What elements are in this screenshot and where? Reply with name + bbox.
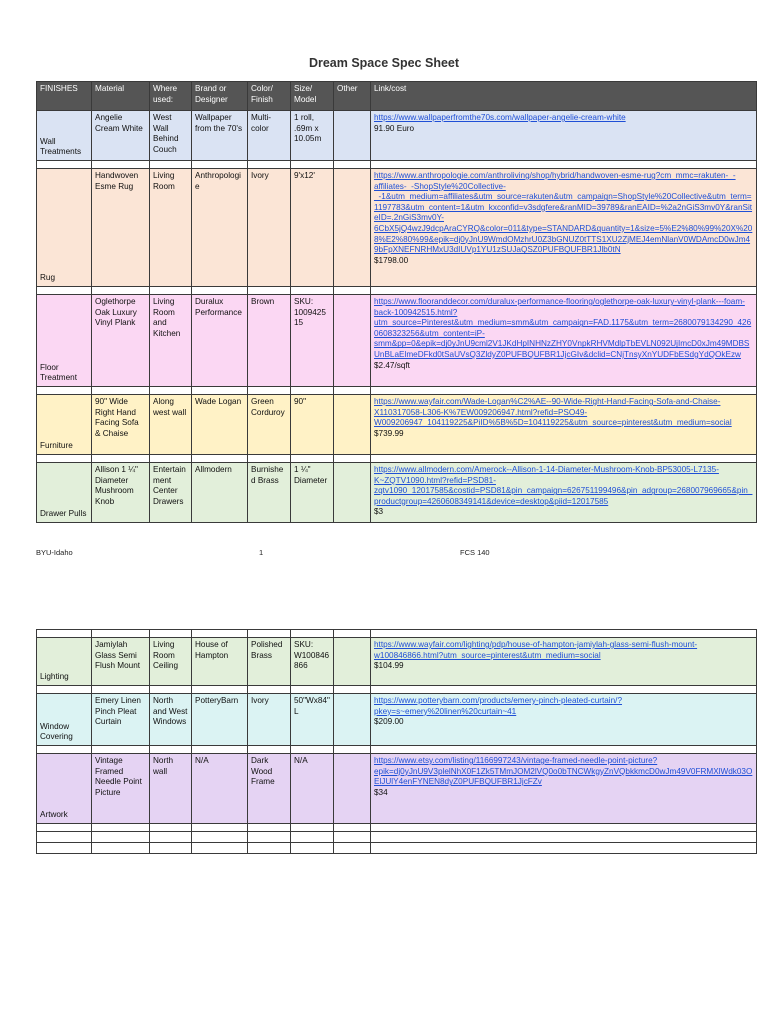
size-model-cell: SKU: W100846866 bbox=[291, 638, 334, 686]
material-cell: Allison 1 ¼" Diameter Mushroom Knob bbox=[92, 463, 150, 523]
cost-value: $739.99 bbox=[374, 428, 404, 438]
empty-cell bbox=[291, 630, 334, 638]
other-cell bbox=[334, 694, 371, 746]
empty-cell bbox=[150, 287, 192, 295]
cost-value: 91.90 Euro bbox=[374, 123, 415, 133]
empty-cell bbox=[150, 824, 192, 832]
table-row bbox=[37, 463, 757, 523]
category-cell: Wall Treatments bbox=[37, 111, 92, 161]
brand-cell: House of Hampton bbox=[192, 638, 248, 686]
table-row bbox=[37, 395, 757, 455]
table-row bbox=[37, 754, 757, 824]
where-used-cell: Living Room and Kitchen bbox=[150, 295, 192, 387]
product-link[interactable]: https://www.flooranddecor.com/duralux-performance-flooring/oglethorpe-oak-luxury-vinyl-plank---foam-back-100942515.html?utm_source=Pinterest&utm_medium=smm&utm_campaign=FAD.1175&utm_term=2680079134290_4260608323256&utm_content=iP-smm&pp=0&epik=dj0yJnU9cml2V1JKdHpINHNzZHY0VnpkRHVMdlpTbEVLN092UjImcD0xJm49MDBSUnBLaElmeDFkd0tSaUVsQ3ZldyZ0PUFBQUFBR1JjcGIv&dclid=CNjTnsyXnYUDFbESdgYdQOkEzw bbox=[374, 297, 752, 359]
brand-cell: Wallpaper from the 70's bbox=[192, 111, 248, 161]
spacer-row bbox=[37, 746, 757, 754]
where-used-cell: West Wall Behind Couch bbox=[150, 111, 192, 161]
cost-value: $209.00 bbox=[374, 717, 404, 727]
empty-cell bbox=[248, 843, 291, 854]
header-other: Other bbox=[334, 82, 371, 111]
brand-cell: Duralux Performance bbox=[192, 295, 248, 387]
empty-cell bbox=[92, 824, 150, 832]
empty-cell bbox=[291, 832, 334, 843]
empty-cell bbox=[150, 630, 192, 638]
empty-cell bbox=[248, 630, 291, 638]
cost-value: $3 bbox=[374, 507, 384, 517]
empty-cell bbox=[150, 686, 192, 694]
empty-cell bbox=[334, 287, 371, 295]
empty-cell bbox=[92, 455, 150, 463]
where-used-cell: Entertainment Center Drawers bbox=[150, 463, 192, 523]
header-color: Color/ Finish bbox=[248, 82, 291, 111]
empty-cell bbox=[371, 832, 757, 843]
empty-cell bbox=[334, 387, 371, 395]
empty-cell bbox=[334, 843, 371, 854]
empty-cell bbox=[192, 746, 248, 754]
empty-cell bbox=[37, 630, 92, 638]
empty-cell bbox=[291, 824, 334, 832]
empty-cell bbox=[150, 843, 192, 854]
color-finish-cell: Polished Brass bbox=[248, 638, 291, 686]
empty-cell bbox=[192, 455, 248, 463]
table-row bbox=[37, 694, 757, 746]
product-link[interactable]: https://www.wayfair.com/Wade-Logan%C2%AE--90-Wide-Right-Hand-Facing-Sofa-and-Chaise-X110317058-L306-K%7EW009206947.html?refid=PSO49-W009206947_104119225&PiID%5B%5D=104119225&utm_source=pinterest&utm_medium=social bbox=[374, 397, 732, 428]
link-cost-cell bbox=[371, 694, 757, 746]
empty-cell bbox=[334, 455, 371, 463]
empty-cell bbox=[92, 832, 150, 843]
category-cell: Artwork bbox=[37, 754, 92, 824]
spec-table-page-2 bbox=[36, 629, 757, 854]
empty-cell bbox=[248, 686, 291, 694]
cost-value: $1798.00 bbox=[374, 255, 409, 265]
empty-cell bbox=[291, 843, 334, 854]
material-cell: Vintage Framed Needle Point Picture bbox=[92, 754, 150, 824]
empty-cell bbox=[192, 630, 248, 638]
empty-cell bbox=[371, 287, 757, 295]
empty-cell bbox=[37, 824, 92, 832]
brand-cell: Wade Logan bbox=[192, 395, 248, 455]
footer-right: FCS 140 bbox=[460, 548, 490, 557]
other-cell bbox=[334, 754, 371, 824]
empty-cell bbox=[371, 161, 757, 169]
empty-cell bbox=[291, 161, 334, 169]
empty-cell bbox=[92, 686, 150, 694]
material-cell: 90" Wide Right Hand Facing Sofa & Chaise bbox=[92, 395, 150, 455]
empty-cell bbox=[150, 746, 192, 754]
empty-cell bbox=[37, 455, 92, 463]
empty-cell bbox=[371, 387, 757, 395]
header-where-used: Where used: bbox=[150, 82, 192, 111]
other-cell bbox=[334, 111, 371, 161]
where-used-cell: Living Room bbox=[150, 169, 192, 287]
other-cell bbox=[334, 638, 371, 686]
empty-cell bbox=[291, 287, 334, 295]
empty-cell bbox=[37, 287, 92, 295]
other-cell bbox=[334, 395, 371, 455]
empty-cell bbox=[371, 843, 757, 854]
link-cost-cell bbox=[371, 754, 757, 824]
brand-cell: N/A bbox=[192, 754, 248, 824]
empty-cell bbox=[150, 455, 192, 463]
where-used-cell: Along west wall bbox=[150, 395, 192, 455]
footer-page-number: 1 bbox=[259, 548, 264, 557]
empty-cell bbox=[371, 824, 757, 832]
spacer-row bbox=[37, 455, 757, 463]
empty-cell bbox=[37, 387, 92, 395]
link-cost-cell bbox=[371, 463, 757, 523]
empty-cell bbox=[291, 455, 334, 463]
link-cost-cell bbox=[371, 169, 757, 287]
cost-value: $2.47/sqft bbox=[374, 360, 410, 370]
product-link[interactable]: https://www.anthropologie.com/anthroliving/shop/hybrid/handwoven-esme-rug?cm_mmc=rakuten-_-affiliates-_-ShopStyle%20Collective-_-1&utm_medium=affiliates&utm_source=rakuten&utm_campaign=ShopStyle%20Collective&utm_term=1197783&utm_content=1&utm_kxconfid=v3sdgfere&ranMID=39789&ranEAID=%2a2nGiS3mv0Y&ranSiteID=.2nGiS3mv0Y-6CbX5jQ4wzJ9dcpAraCYRQ&color=011&type=STANDARD&quantity=1&size=5%E2%80%99%20X%208%E2%80%99&epik=dj0yJnU9WmdOMzhrU0Z3bGNUZ0tTTS1XU2ZjMEJ4emNlanV0WDAmcD0wJm49bFpXNEFNRHMxU3dIUVp1YU1zSUJaQSZ0PUFBQUFBR1Jlb0tN bbox=[374, 171, 753, 255]
footer-left: BYU-Idaho bbox=[36, 548, 73, 557]
empty-cell bbox=[92, 387, 150, 395]
empty-cell bbox=[334, 161, 371, 169]
product-link[interactable]: https://www.wallpaperfromthe70s.com/wallpaper-angelie-cream-white bbox=[374, 113, 626, 122]
empty-cell bbox=[291, 746, 334, 754]
header-link-cost: Link/cost bbox=[371, 82, 757, 111]
size-model-cell: 1 ¼" Diameter bbox=[291, 463, 334, 523]
other-cell bbox=[334, 169, 371, 287]
link-cost-cell bbox=[371, 295, 757, 387]
page-title: Dream Space Spec Sheet bbox=[308, 56, 460, 70]
cost-value: $104.99 bbox=[374, 661, 404, 671]
empty-cell bbox=[248, 387, 291, 395]
empty-cell bbox=[37, 832, 92, 843]
category-cell: Floor Treatment bbox=[37, 295, 92, 387]
empty-cell bbox=[92, 287, 150, 295]
empty-cell bbox=[371, 746, 757, 754]
color-finish-cell: Brown bbox=[248, 295, 291, 387]
header-size: Size/ Model bbox=[291, 82, 334, 111]
spacer-row bbox=[37, 161, 757, 169]
empty-cell bbox=[37, 843, 92, 854]
size-model-cell: N/A bbox=[291, 754, 334, 824]
product-link[interactable]: https://www.etsy.com/listing/1166997243/vintage-framed-needle-point-picture?epik=dj0yJnU9V3plelNhX0F1Zk5TMmJOM2lVQ0o0bTNCWkgyZnVQbkkmcD0wJm49V0FRMXlWdk03OElJUlY4enFYNEN8dyZ0PUFBQUFBR1JjcFZv bbox=[374, 756, 753, 787]
material-cell: Oglethorpe Oak Luxury Vinyl Plank bbox=[92, 295, 150, 387]
empty-cell bbox=[248, 824, 291, 832]
product-link[interactable]: https://www.wayfair.com/lighting/pdp/house-of-hampton-jamiylah-glass-semi-flush-mount-w100846866.html?utm_source=pinterest&utm_medium=social bbox=[374, 640, 698, 660]
color-finish-cell: Burnished Brass bbox=[248, 463, 291, 523]
empty-cell bbox=[92, 746, 150, 754]
header-material: Material bbox=[92, 82, 150, 111]
empty-cell bbox=[37, 746, 92, 754]
color-finish-cell: Dark Wood Frame bbox=[248, 754, 291, 824]
other-cell bbox=[334, 463, 371, 523]
size-model-cell: 50"Wx84"L bbox=[291, 694, 334, 746]
empty-cell bbox=[334, 686, 371, 694]
material-cell: Angelie Cream White bbox=[92, 111, 150, 161]
empty-row bbox=[37, 832, 757, 843]
category-cell: Rug bbox=[37, 169, 92, 287]
empty-cell bbox=[192, 387, 248, 395]
empty-cell bbox=[192, 832, 248, 843]
table-row bbox=[37, 169, 757, 287]
empty-cell bbox=[192, 161, 248, 169]
where-used-cell: Living Room Ceiling bbox=[150, 638, 192, 686]
header-finishes: FINISHES bbox=[37, 82, 92, 111]
color-finish-cell: Multi-color bbox=[248, 111, 291, 161]
brand-cell: Allmodern bbox=[192, 463, 248, 523]
empty-cell bbox=[334, 630, 371, 638]
material-cell: Emery Linen Pinch Pleat Curtain bbox=[92, 694, 150, 746]
empty-cell bbox=[334, 824, 371, 832]
table-row bbox=[37, 295, 757, 387]
empty-cell bbox=[248, 455, 291, 463]
empty-cell bbox=[371, 455, 757, 463]
empty-cell bbox=[37, 161, 92, 169]
link-cost-cell bbox=[371, 395, 757, 455]
empty-cell bbox=[371, 630, 757, 638]
size-model-cell: SKU: 100942515 bbox=[291, 295, 334, 387]
spacer-row bbox=[37, 686, 757, 694]
link-cost-cell bbox=[371, 638, 757, 686]
table-row bbox=[37, 111, 757, 161]
empty-cell bbox=[92, 843, 150, 854]
brand-cell: Anthropologie bbox=[192, 169, 248, 287]
product-link[interactable]: https://www.allmodern.com/Amerock--Allison-1-14-Diameter-Mushroom-Knob-BP53005-L7135-K~ZQTV1090.html?refid=PSD81-zqtv1090_12017585&costid=PSD81&pin_campaign=626751199496&pin_adgroup=268007969665&pin_productgroup=4260608349141&device=desktop&piid=12017585 bbox=[374, 465, 753, 506]
material-cell: Handwoven Esme Rug bbox=[92, 169, 150, 287]
empty-cell bbox=[192, 824, 248, 832]
empty-cell bbox=[150, 387, 192, 395]
cost-value: $34 bbox=[374, 787, 388, 797]
empty-cell bbox=[248, 287, 291, 295]
color-finish-cell: Green Corduroy bbox=[248, 395, 291, 455]
empty-cell bbox=[92, 161, 150, 169]
category-cell: Lighting bbox=[37, 638, 92, 686]
spacer-row bbox=[37, 630, 757, 638]
empty-cell bbox=[192, 843, 248, 854]
other-cell bbox=[334, 295, 371, 387]
size-model-cell: 90" bbox=[291, 395, 334, 455]
spacer-row bbox=[37, 287, 757, 295]
category-cell: Window Covering bbox=[37, 694, 92, 746]
table-row bbox=[37, 638, 757, 686]
spacer-row bbox=[37, 824, 757, 832]
color-finish-cell: Ivory bbox=[248, 694, 291, 746]
empty-cell bbox=[192, 287, 248, 295]
size-model-cell: 9'x12' bbox=[291, 169, 334, 287]
material-cell: Jamiylah Glass Semi Flush Mount bbox=[92, 638, 150, 686]
category-cell: Drawer Pulls bbox=[37, 463, 92, 523]
empty-cell bbox=[371, 686, 757, 694]
empty-row bbox=[37, 843, 757, 854]
empty-cell bbox=[248, 161, 291, 169]
brand-cell: PotteryBarn bbox=[192, 694, 248, 746]
empty-cell bbox=[291, 387, 334, 395]
empty-cell bbox=[192, 686, 248, 694]
link-cost-cell bbox=[371, 111, 757, 161]
size-model-cell: 1 roll, .69m x 10.05m bbox=[291, 111, 334, 161]
where-used-cell: North wall bbox=[150, 754, 192, 824]
empty-cell bbox=[248, 832, 291, 843]
empty-cell bbox=[92, 630, 150, 638]
empty-cell bbox=[334, 746, 371, 754]
header-brand: Brand or Designer bbox=[192, 82, 248, 111]
header-row bbox=[37, 82, 757, 111]
empty-cell bbox=[150, 832, 192, 843]
spec-table-page-1 bbox=[36, 81, 757, 523]
empty-cell bbox=[37, 686, 92, 694]
empty-cell bbox=[291, 686, 334, 694]
category-cell: Furniture bbox=[37, 395, 92, 455]
product-link[interactable]: https://www.potterybarn.com/products/emery-pinch-pleated-curtain/?pkey=s~emery%20linen%20curtain~41 bbox=[374, 696, 623, 716]
empty-cell bbox=[248, 746, 291, 754]
empty-cell bbox=[334, 832, 371, 843]
where-used-cell: North and West Windows bbox=[150, 694, 192, 746]
spacer-row bbox=[37, 387, 757, 395]
empty-cell bbox=[150, 161, 192, 169]
color-finish-cell: Ivory bbox=[248, 169, 291, 287]
